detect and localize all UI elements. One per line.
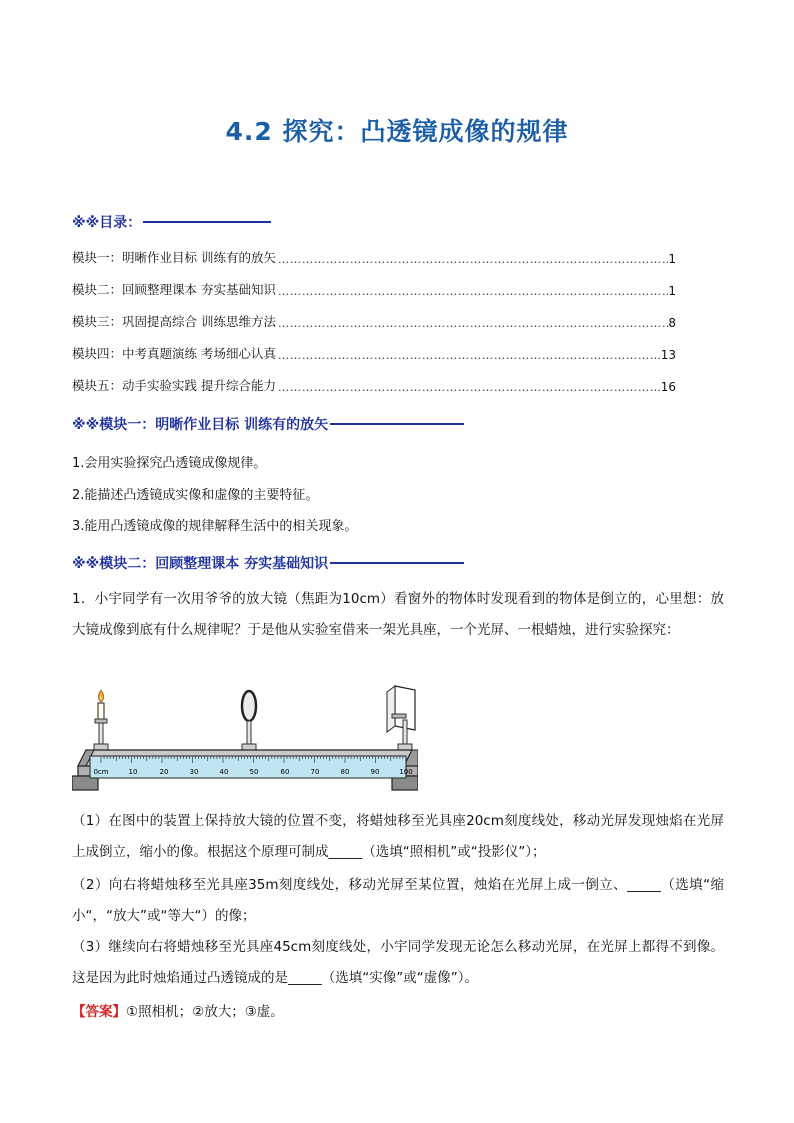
ruler-scale (90, 756, 413, 778)
ruler-label: 30 (189, 768, 199, 776)
toc-item-label: 模块四：中考真题演练 考场细心认真 (72, 346, 276, 361)
sub-question-3: （3）继续向右将蜡烛移至光具座45cm刻度线处，小宇同学发现无论怎么移动光屏，在光屏上都得不到像。这是因为此时烛焰通过凸透镜成的是_____（选填“实像”或“虚像”）。 (72, 939, 724, 986)
ruler-label: 60 (280, 768, 290, 776)
toc-item[interactable] (72, 376, 676, 394)
module2-heading-text: ※※模块二：回顾整理课本 夯实基础知识 (72, 556, 329, 572)
question-intro: 1．小宇同学有一次用爷爷的放大镜（焦距为10cm）看窗外的物体时发现看到的物体是倒立的，心里想：放大镜成像到底有什么规律呢？于是他从实验室借来一架光具座，一个光屏、一根蜡烛，进行实验探究： (72, 591, 724, 638)
toc-heading (72, 212, 271, 232)
toc-item-page: 1 (668, 284, 676, 298)
toc-item[interactable] (72, 344, 676, 362)
toc-item-label: 模块五：动手实验实践 提升综合能力 (72, 378, 276, 393)
goal-item: 3.能用凸透镜成像的规律解释生活中的相关现象。 (72, 519, 358, 534)
answer-line (72, 1000, 284, 1020)
ruler-label: 90 (370, 768, 380, 776)
heading-rule (330, 562, 464, 564)
ruler-label: 80 (340, 768, 350, 776)
toc-item-label: 模块一：明晰作业目标 训练有的放矢 (72, 250, 276, 265)
toc-leader-dots (276, 349, 661, 362)
optical-bench-figure (72, 684, 418, 796)
light-screen-icon (387, 686, 415, 751)
sub-question-1: （1）在图中的装置上保持放大镜的位置不变，将蜡烛移至光具座20cm刻度线处，移动光屏发现烛焰在光屏上成倒立，缩小的像。根据这个原理可制成_____（选填“照相机”或“投影仪”）； (72, 813, 724, 860)
goal-item: 1.会用实验探究凸透镜成像规律。 (72, 456, 267, 471)
ruler-label: 20 (159, 768, 169, 776)
toc-heading-text: ※※目录： (72, 215, 142, 231)
goal-item: 2.能描述凸透镜成实像和虚像的主要特征。 (72, 488, 319, 503)
toc-item[interactable] (72, 280, 676, 298)
ruler-label: 70 (310, 768, 320, 776)
toc-item[interactable] (72, 312, 676, 330)
toc-item-label: 模块二：回顾整理课本 夯实基础知识 (72, 282, 276, 297)
heading-rule (143, 221, 271, 223)
candle-icon (94, 690, 108, 751)
toc-leader-dots (276, 253, 668, 266)
heading-rule (330, 423, 464, 425)
toc-item[interactable] (72, 248, 676, 266)
page-title: 4.2 探究：凸透镜成像的规律 (225, 117, 569, 146)
ruler-label: 50 (249, 768, 259, 776)
toc-item-page: 8 (668, 316, 676, 330)
toc-item-label: 模块三：巩固提高综合 训练思维方法 (72, 314, 276, 329)
sub-question-2: （2）向右将蜡烛移至光具座35m刻度线处，移动光屏至某位置，烛焰在光屏上成一倒立、_____（选填“缩小“，“放大”或“等大“）的像； (72, 877, 724, 924)
convex-lens-icon (242, 691, 256, 751)
module1-heading-text: ※※模块一：明晰作业目标 训练有的放矢 (72, 417, 329, 433)
toc-leader-dots (276, 285, 668, 298)
toc-leader-dots (276, 381, 661, 394)
toc-item-page: 16 (660, 380, 676, 394)
ruler-label: 10 (128, 768, 138, 776)
module2-heading (72, 553, 464, 573)
toc-item-page: 13 (660, 348, 676, 362)
ruler-label: 0cm (93, 768, 109, 776)
toc-item-page: 1 (668, 252, 676, 266)
answer-text: ①照相机；②放大；③虚。 (126, 1004, 284, 1020)
ruler-label: 100 (399, 768, 413, 776)
ruler-label: 40 (219, 768, 229, 776)
toc-leader-dots (276, 317, 668, 330)
module1-heading (72, 414, 464, 434)
answer-tag: 【答案】 (72, 1004, 126, 1020)
